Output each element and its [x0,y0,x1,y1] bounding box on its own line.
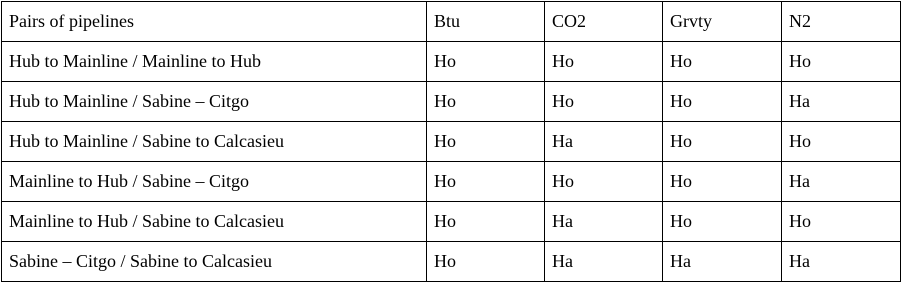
table-cell: Ho [427,122,545,162]
table-cell: Ho [782,122,901,162]
table-row [2,162,901,202]
table-cell: Ha [782,242,901,282]
table-cell: Ho [782,42,901,82]
table-cell: Ha [782,162,901,202]
table-cell: Ho [782,202,901,242]
table-cell-pair: Hub to Mainline / Sabine – Citgo [2,82,427,122]
table-cell: Ha [545,202,663,242]
header-cell-btu: Btu [427,2,545,42]
header-cell-n2: N2 [782,2,901,42]
pipelines-table [1,1,901,282]
table-cell-pair: Sabine – Citgo / Sabine to Calcasieu [2,242,427,282]
table-cell: Ho [545,82,663,122]
table-cell: Ha [545,122,663,162]
header-cell-pairs: Pairs of pipelines [2,2,427,42]
table-row [2,202,901,242]
table-cell: Ho [427,202,545,242]
table-cell-pair: Mainline to Hub / Sabine to Calcasieu [2,202,427,242]
table-cell: Ho [663,82,782,122]
table-cell: Ha [782,82,901,122]
table-cell-pair: Hub to Mainline / Sabine to Calcasieu [2,122,427,162]
table-cell: Ho [663,162,782,202]
header-cell-grvty: Grvty [663,2,782,42]
table-cell: Ha [545,242,663,282]
table-row [2,242,901,282]
table-cell: Ho [427,162,545,202]
table-cell: Ho [545,162,663,202]
table-cell-pair: Mainline to Hub / Sabine – Citgo [2,162,427,202]
table-row [2,42,901,82]
table-cell: Ho [663,122,782,162]
table-header-row [2,2,901,42]
table-row [2,122,901,162]
table-cell: Ho [663,202,782,242]
table-cell: Ho [427,242,545,282]
table-row [2,82,901,122]
table-cell: Ho [545,42,663,82]
table-cell: Ha [663,242,782,282]
table-cell: Ho [427,82,545,122]
table-cell: Ho [663,42,782,82]
table-cell: Ho [427,42,545,82]
header-cell-co2: CO2 [545,2,663,42]
table-cell-pair: Hub to Mainline / Mainline to Hub [2,42,427,82]
